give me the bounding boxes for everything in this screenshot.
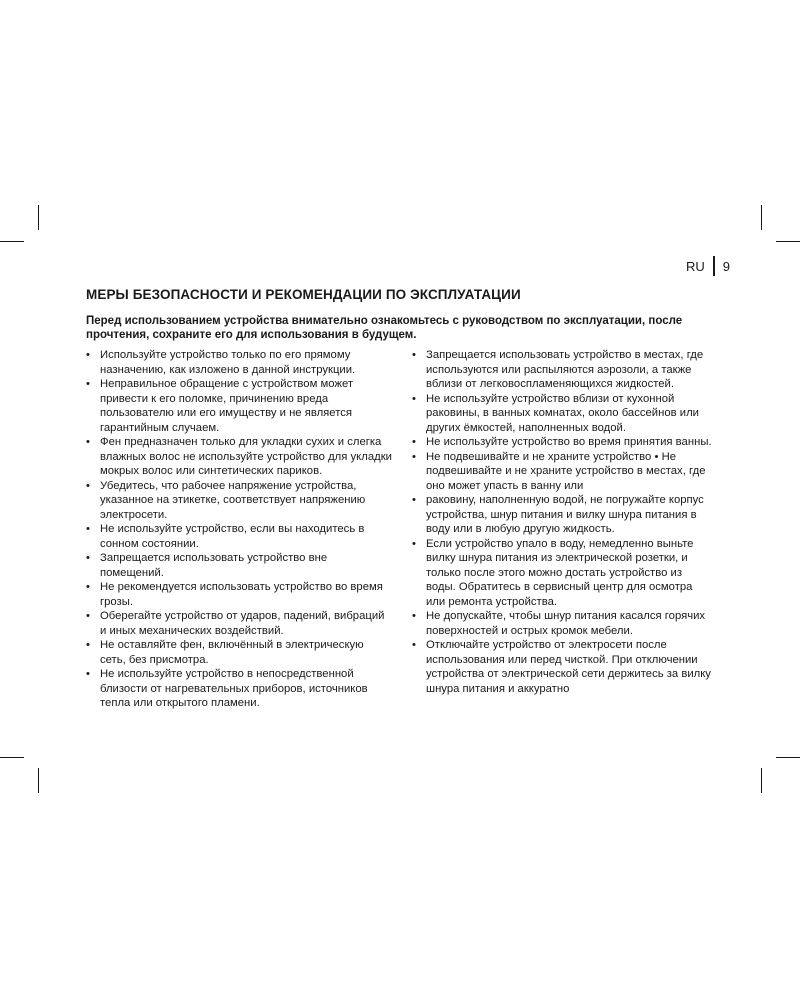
list-item: • Не рекомендуется использовать устройство во время грозы. [86, 580, 392, 609]
language-code: RU [685, 258, 705, 274]
right-bullet-list [412, 348, 714, 696]
list-item: • Убедитесь, что рабочее напряжение устройства, указанное на этикетке, соответствует напряжению электросети. [86, 479, 392, 523]
list-item: • Неправильное обращение с устройством может привести к его поломке, причинению вреда пользователю или его имуществу и не является гарантийным случаем. [86, 377, 392, 435]
right-column [412, 348, 714, 696]
crop-mark-bottom-right-h [776, 757, 800, 758]
list-item: • Запрещается использовать устройство в местах, где используются или распыляются аэрозоли, а также вблизи от легковоспламеняющихся жидкостей. [412, 348, 714, 392]
crop-mark-top-right-h [776, 241, 800, 242]
list-item: • Не подвешивайте и не храните устройство • Не подвешивайте и не храните устройство в местах, где оно может упасть в ванну или [412, 450, 714, 494]
list-item: • Не используйте устройство, если вы находитесь в сонном состоянии. [86, 522, 392, 551]
crop-mark-top-right-v [761, 205, 762, 230]
list-item: • Не допускайте, чтобы шнур питания касался горячих поверхностей и острых кромок мебели. [412, 609, 714, 638]
list-item: • Не используйте устройство в непосредственной близости от нагревательных приборов, источников тепла или открытого пламени. [86, 667, 392, 711]
crop-mark-top-left-h [0, 241, 24, 242]
list-item: • Отключайте устройство от электросети после использования или перед чисткой. При отключении устройства от электрической сети держитесь за вилку шнура питания и аккуратно [412, 638, 714, 696]
list-item: • Не оставляйте фен, включённый в электрическую сеть, без присмотра. [86, 638, 392, 667]
page-header [686, 256, 730, 276]
crop-mark-bottom-right-v [761, 768, 762, 793]
list-item: • Запрещается использовать устройство вне помещений. [86, 551, 392, 580]
list-item: • раковину, наполненную водой, не погружайте корпус устройства, шнур питания и вилку шнура питания в воду или в любую другую жидкость. [412, 493, 714, 537]
crop-mark-bottom-left-h [0, 757, 24, 758]
crop-mark-top-left-v [38, 205, 39, 230]
left-bullet-list [86, 348, 392, 711]
list-item: • Если устройство упало в воду, немедленно выньте вилку шнура питания из электрической розетки, и только после этого можно достать устройство из воды. Обратитесь в сервисный центр для осмотра или ремонта устройства. [412, 537, 714, 610]
section-title: МЕРЫ БЕЗОПАСНОСТИ И РЕКОМЕНДАЦИИ ПО ЭКСПЛУАТАЦИИ [86, 287, 521, 302]
list-item: • Не используйте устройство во время принятия ванны. [412, 435, 714, 450]
page-number: 9 [722, 258, 730, 274]
left-column [86, 348, 392, 711]
list-item: • Используйте устройство только по его прямому назначению, как изложено в данной инструкции. [86, 348, 392, 377]
list-item: • Оберегайте устройство от ударов, падений, вибраций и иных механических воздействий. [86, 609, 392, 638]
list-item: • Фен предназначен только для укладки сухих и слегка влажных волос не используйте устройство для укладки мокрых волос или синтетических париков. [86, 435, 392, 479]
header-divider [713, 256, 715, 276]
intro-paragraph: Перед использованием устройства внимательно ознакомьтесь с руководством по эксплуатации, после прочтения, сохраните его для использования в будущем. [86, 315, 683, 341]
crop-mark-bottom-left-v [38, 768, 39, 793]
list-item: • Не используйте устройство вблизи от кухонной раковины, в ванных комнатах, около бассейнов или других ёмкостей, наполненных водой. [412, 392, 714, 436]
